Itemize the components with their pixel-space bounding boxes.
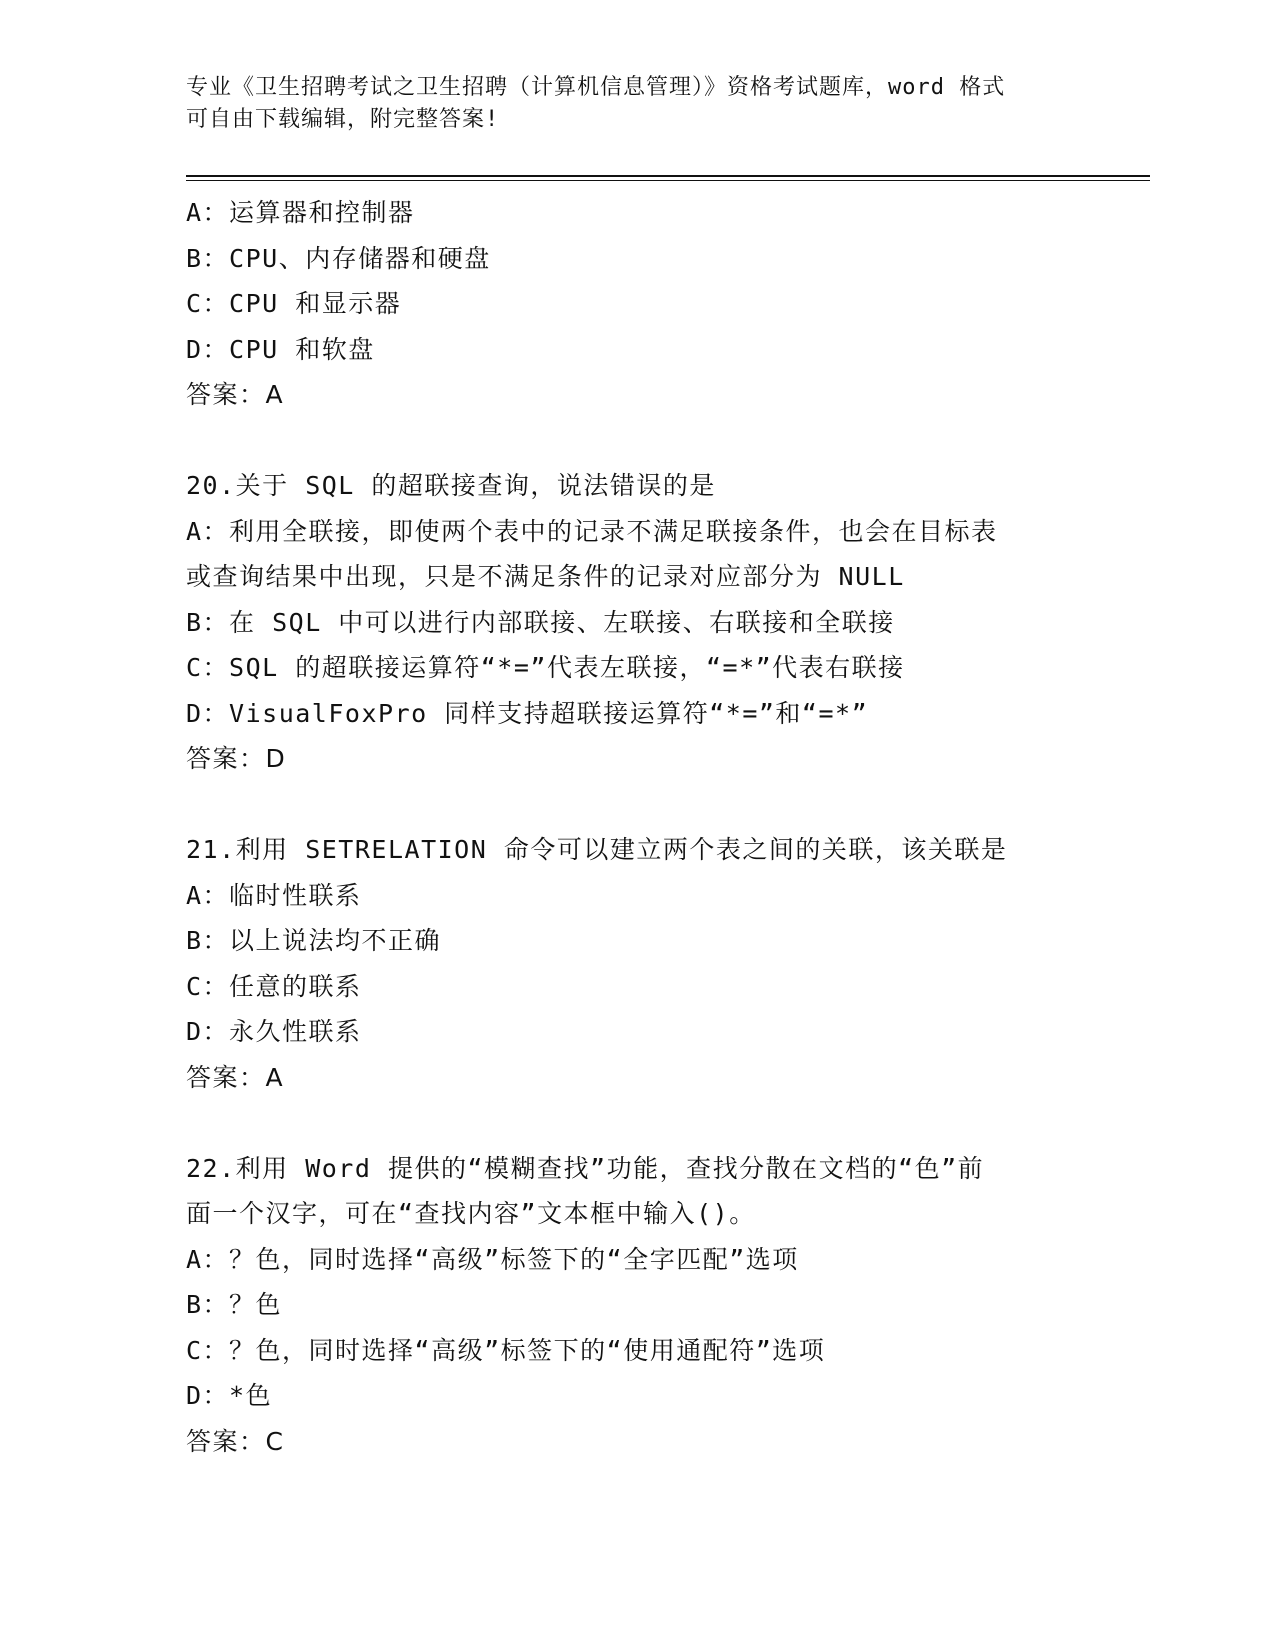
option-c: C：？色，同时选择“高级”标签下的“使用通配符”选项 (186, 1335, 826, 1365)
option-d: D：CPU 和软盘 (186, 334, 375, 364)
option-d: D：永久性联系 (186, 1017, 362, 1046)
option-c: C：任意的联系 (186, 971, 362, 1001)
spacer (186, 782, 1086, 828)
answer-line: 答案：A (186, 380, 285, 409)
question-stem: 21.利用 SETRELATION 命令可以建立两个表之间的关联，该关联是 (186, 835, 1008, 864)
question-stem: 20.关于 SQL 的超联接查询，说法错误的是 (186, 471, 716, 500)
document-header (186, 72, 1066, 136)
question-list (186, 190, 1086, 1464)
spacer (186, 1100, 1086, 1146)
header-line-2: 可自由下载编辑，附完整答案! (186, 107, 500, 132)
option-c: C：SQL 的超联接运算符“*=”代表左联接，“=*”代表右联接 (186, 653, 905, 682)
question-22 (186, 1146, 1086, 1465)
option-b: B：以上说法均不正确 (186, 926, 442, 955)
question-21 (186, 827, 1086, 1100)
continued-question (186, 190, 1086, 418)
answer-line: 答案：A (186, 1062, 285, 1092)
option-a: A：？色，同时选择“高级”标签下的“全字匹配”选项 (186, 1244, 799, 1274)
answer-line: 答案：C (186, 1426, 285, 1456)
spacer (186, 418, 1086, 464)
answer-line: 答案：D (186, 744, 287, 773)
question-stem-continued: 面一个汉字，可在“查找内容”文本框中输入()。 (186, 1199, 756, 1228)
option-b: B：？色 (186, 1290, 283, 1319)
header-divider-bottom (186, 180, 1150, 181)
option-a-continued: 或查询结果中出现，只是不满足条件的记录对应部分为 NULL (186, 562, 905, 591)
option-b: B：在 SQL 中可以进行内部联接、左联接、右联接和全联接 (186, 607, 895, 637)
option-b: B：CPU、内存储器和硬盘 (186, 243, 491, 273)
option-d: D：*色 (186, 1381, 273, 1410)
question-20 (186, 463, 1086, 782)
option-a: A：运算器和控制器 (186, 198, 415, 227)
question-stem: 22.利用 Word 提供的“模糊查找”功能，查找分散在文档的“色”前 (186, 1153, 985, 1183)
option-a: A：临时性联系 (186, 880, 362, 910)
option-d: D：VisualFoxPro 同样支持超联接运算符“*=”和“=*” (186, 698, 869, 728)
header-line-1: 专业《卫生招聘考试之卫生招聘（计算机信息管理）》资格考试题库，word 格式 (186, 75, 1006, 100)
option-a: A：利用全联接，即使两个表中的记录不满足联接条件，也会在目标表 (186, 516, 998, 546)
header-divider-top (186, 175, 1150, 177)
option-c: C：CPU 和显示器 (186, 289, 402, 318)
